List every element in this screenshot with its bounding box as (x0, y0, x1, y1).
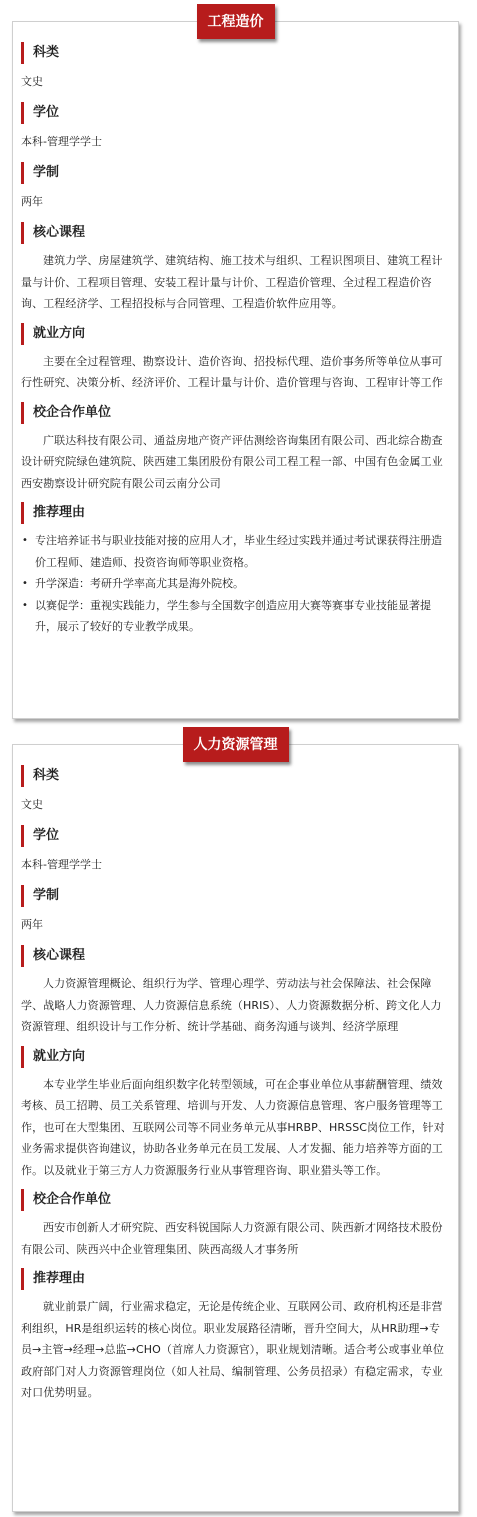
category-value: 文史 (21, 798, 43, 811)
section-heading-courses: 核心课程 (21, 222, 450, 244)
section-heading-career: 就业方向 (21, 1046, 450, 1068)
program-title: 工程造价 (197, 4, 275, 39)
category-value: 文史 (21, 75, 43, 88)
duration-value: 两年 (21, 195, 43, 208)
section-heading-category: 科类 (21, 765, 450, 787)
program-card-cost-engineering (12, 14, 459, 719)
section-heading-duration: 学制 (21, 885, 450, 907)
reasons-list (21, 530, 450, 638)
reason-text: 升学深造：考研升学率高尤其是海外院校。 (35, 577, 244, 590)
bullet-icon: • (22, 535, 28, 546)
bullet-icon: • (22, 599, 28, 611)
section-heading-duration: 学制 (21, 162, 450, 184)
degree-value: 本科-管理学学士 (21, 135, 102, 148)
program-card-hr-management (12, 737, 459, 1512)
program-title: 人力资源管理 (183, 727, 289, 762)
reason-text: 以赛促学：重视实践能力，学生参与全国数字创造应用大赛等赛事专业技能显著提升，展示了较好的专业教学成果。 (35, 598, 431, 633)
section-heading-partners: 校企合作单位 (21, 1189, 450, 1211)
section-heading-courses: 核心课程 (21, 945, 450, 967)
duration-value: 两年 (21, 918, 43, 931)
section-heading-degree: 学位 (21, 825, 450, 847)
reason-text: 专注培养证书与职业技能对接的应用人才，毕业生经过实践并通过考试课获得注册造价工程师、建造师、投资咨询师等职业资格。 (35, 534, 442, 569)
section-heading-category: 科类 (21, 42, 450, 64)
section-heading-degree: 学位 (21, 102, 450, 124)
list-item (21, 530, 450, 573)
section-heading-reasons: 推荐理由 (21, 502, 450, 524)
section-heading-reasons: 推荐理由 (21, 1268, 450, 1290)
courses-text: 人力资源管理概论、组织行为学、管理心理学、劳动法与社会保障法、社会保障学、战略人力资源管理、人力资源信息系统（HRIS）、人力资源数据分析、跨文化人力资源管理、组织设计与工作分析、统计学基础、商务沟通与谈判、经济学原理 (21, 977, 442, 1033)
reasons-text: 就业前景广阔，行业需求稳定，无论是传统企业、互联网公司、政府机构还是非营利组织，HR是组织运转的核心岗位。职业发展路径清晰，晋升空间大，从HR助理→专员→主管→经理→总监→CHO（首席人力资源官），职业规划清晰。适合考公或事业单位政府部门对人力资源管理岗位（如人社局、编制管理、公务员招录）有稳定需求，专业对口优势明显。 (21, 1300, 444, 1399)
career-text: 主要在全过程管理、勘察设计、造价咨询、招投标代理、造价事务所等单位从事可行性研究、决策分析、经济评价、工程计量与计价、造价管理与咨询、工程审计等工作 (21, 354, 443, 389)
career-text: 本专业学生毕业后面向组织数字化转型领域，可在企事业单位从事薪酬管理、绩效考核、员工招聘、员工关系管理、培训与开发、人力资源信息管理、客户服务管理等工作，也可在大型集团、互联网公司等不同业务单元从事HRBP、HRSSC岗位工作，针对业务需求提供咨询建议，协助各业务单元在员工发展、人才发掘、能力培养等方面的工作。以及就业于第三方人力资源服务行业从事管理咨询、职业猎头等工作。 (21, 1077, 445, 1177)
section-heading-career: 就业方向 (21, 323, 450, 345)
list-item (21, 595, 450, 638)
degree-value: 本科-管理学学士 (21, 858, 102, 871)
list-item (21, 573, 450, 595)
bullet-icon: • (22, 578, 28, 589)
partners-text: 广联达科技有限公司、通益房地产资产评估测绘咨询集团有限公司、西北综合勘查设计研究院绿色建筑院、陕西建工集团股份有限公司工程工程一部、中国有色金属工业西安勘察设计研究院有限公司云南分公司 (21, 433, 443, 490)
section-heading-partners: 校企合作单位 (21, 402, 450, 424)
courses-text: 建筑力学、房屋建筑学、建筑结构、施工技术与组织、工程识图项目、建筑工程计量与计价、工程项目管理、安装工程计量与计价、工程造价管理、全过程工程造价咨询、工程经济学、工程招投标与合同管理、工程造价软件应用等。 (21, 254, 443, 310)
partners-text: 西安市创新人才研究院、西安科锐国际人力资源有限公司、陕西新才网络技术股份有限公司、陕西兴中企业管理集团、陕西高级人才事务所 (21, 1221, 443, 1256)
